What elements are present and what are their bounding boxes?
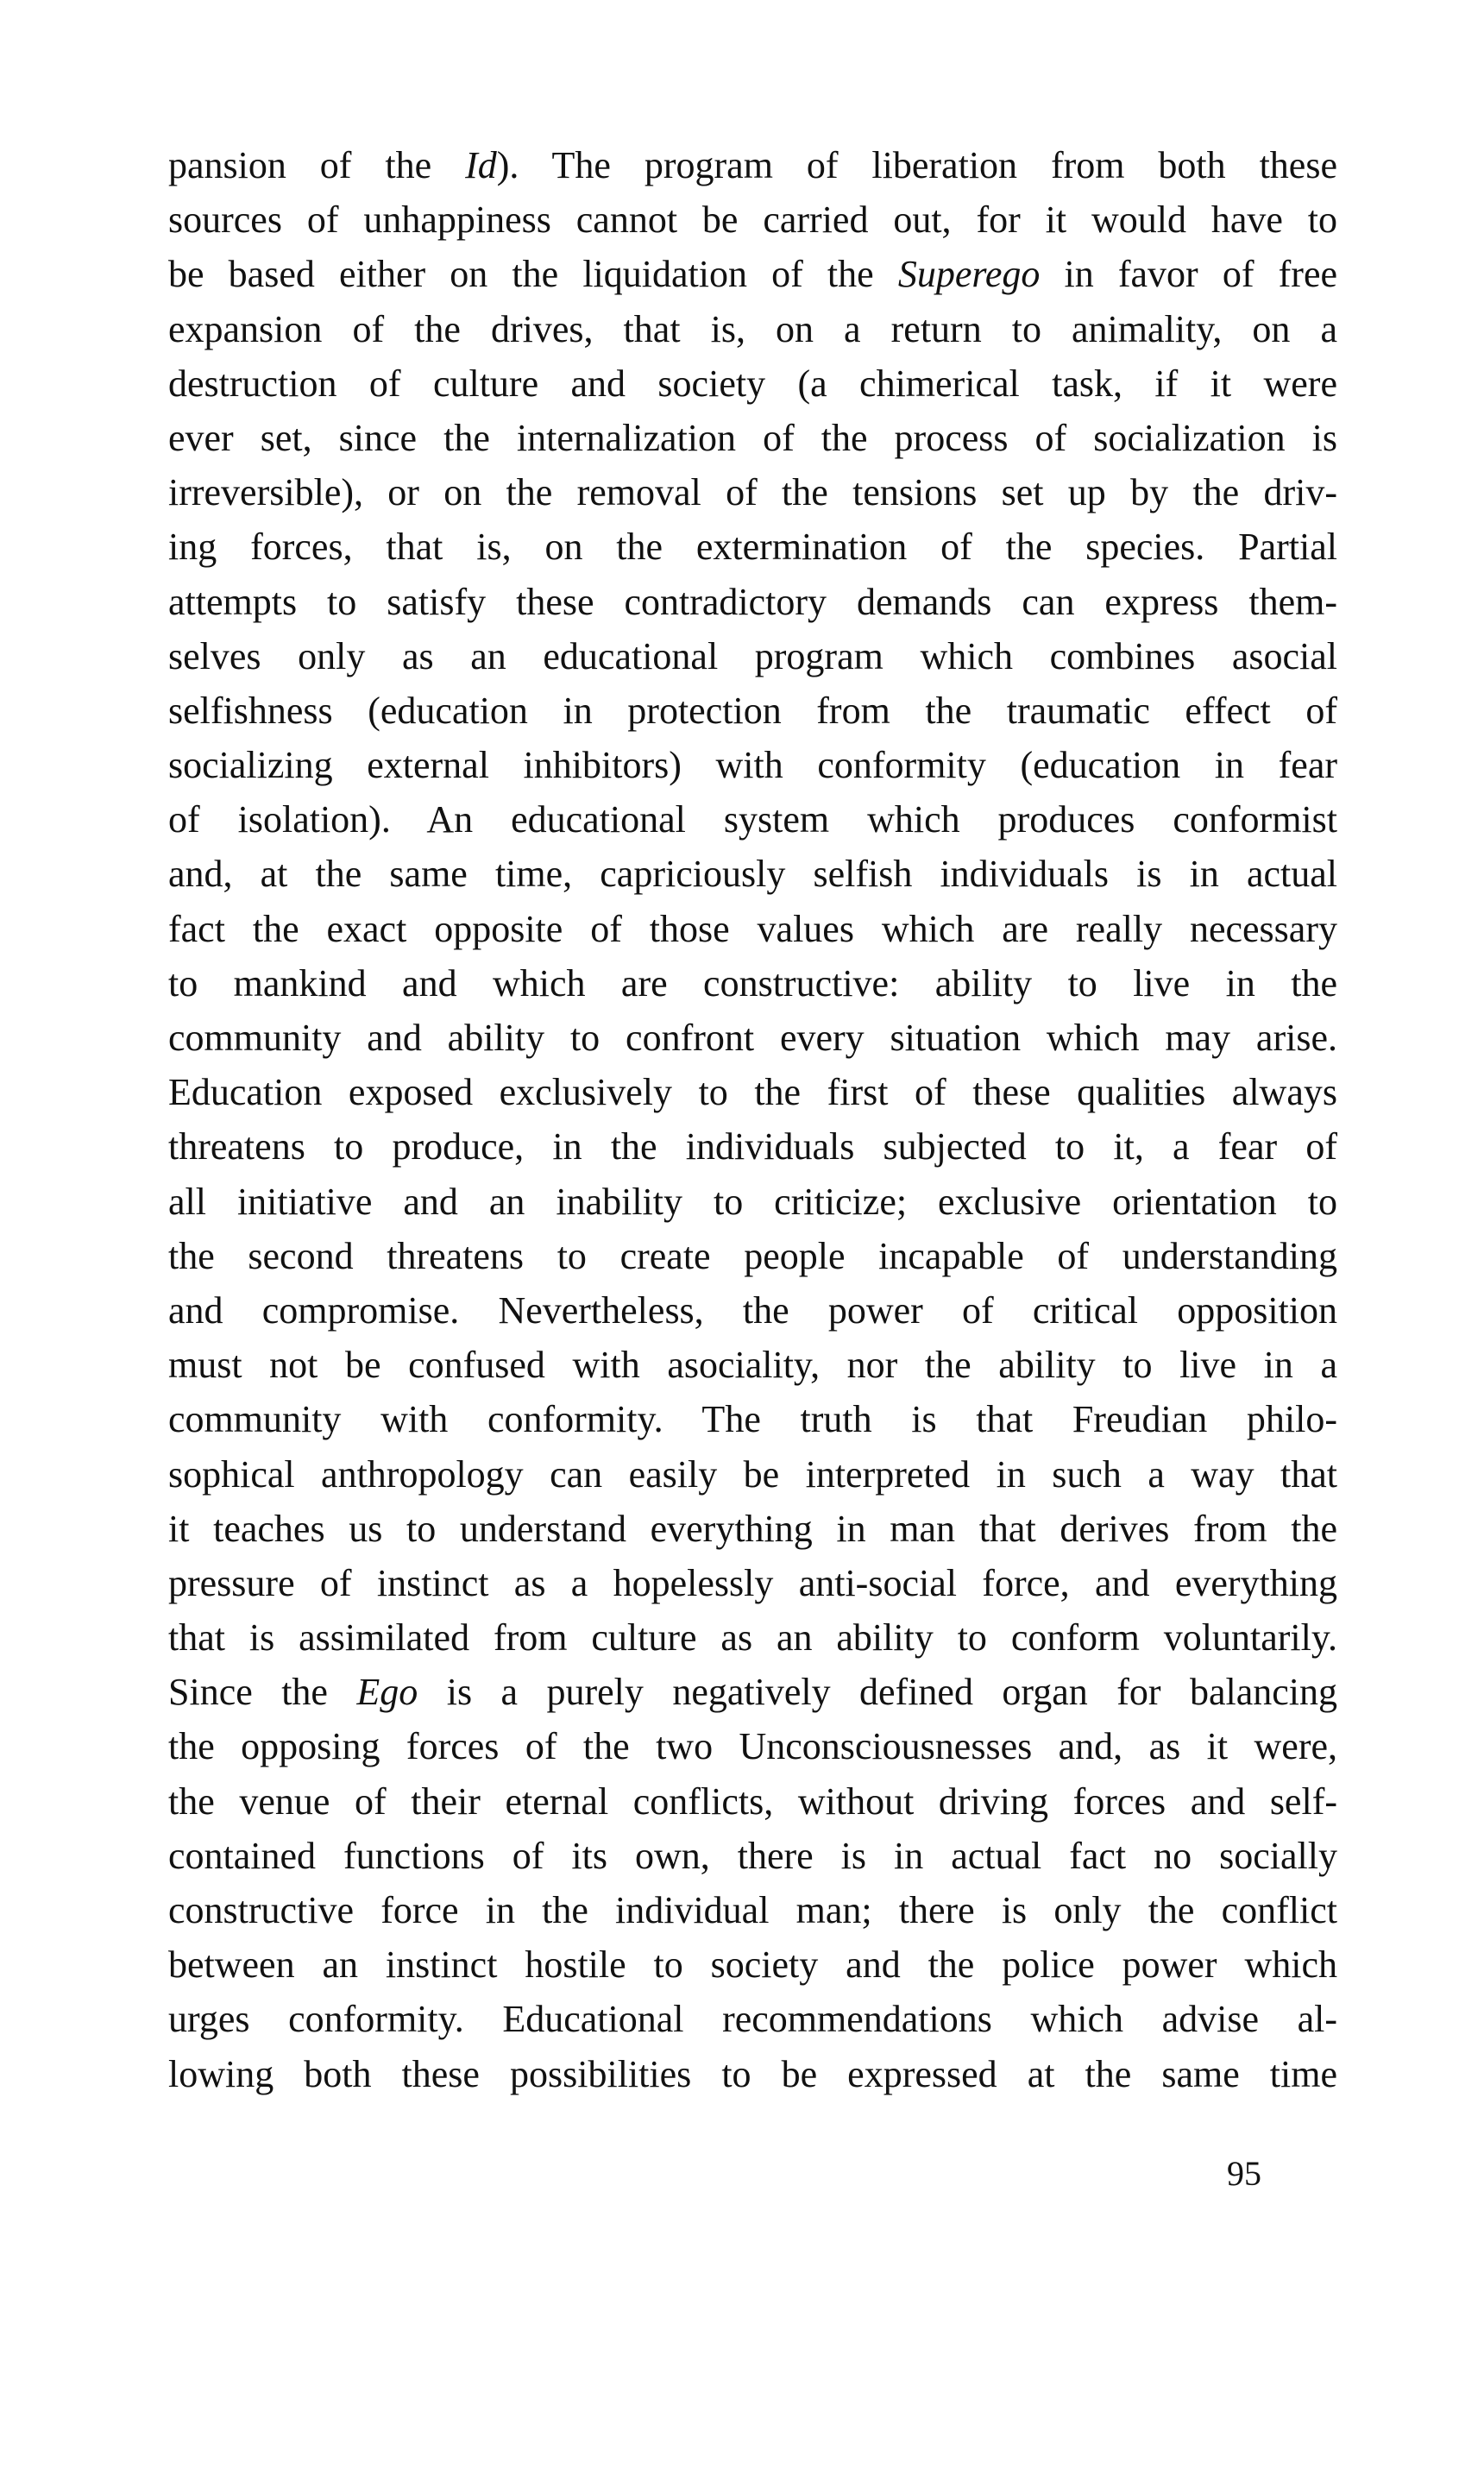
text-line: socializing external inhibitors) with conformity (education in fear [168, 744, 1337, 787]
text-line: and, at the same time, capriciously selfish individuals is in actual [168, 853, 1337, 896]
text-line: threatens to produce, in the individuals subjected to it, a fear of [168, 1125, 1337, 1168]
text-line: Since the Ego is a purely negatively defined organ for balancing [168, 1671, 1337, 1714]
text-line: it teaches us to understand everything in man that derives from the [168, 1507, 1337, 1550]
text-line: irreversible), or on the removal of the tensions set up by the driv- [168, 471, 1337, 514]
text-line: fact the exact opposite of those values which are really necessary [168, 907, 1337, 950]
text-line: all initiative and an inability to criticize; exclusive orientation to [168, 1180, 1337, 1223]
text-line: and compromise. Nevertheless, the power of critical opposition [168, 1288, 1337, 1332]
text-line: expansion of the drives, that is, on a return to animality, on a [168, 307, 1337, 350]
text-line: selfishness (education in protection from the traumatic effect of [168, 689, 1337, 732]
text-line: of isolation). An educational system which produces conformist [168, 798, 1337, 841]
text-line: the opposing forces of the two Unconsciousnesses and, as it were, [168, 1725, 1337, 1768]
page-number: 95 [1227, 2154, 1261, 2193]
text-line: to mankind and which are constructive: ability to live in the [168, 961, 1337, 1005]
text-line: selves only as an educational program which combines asocial [168, 634, 1337, 677]
text-line: community and ability to confront every situation which may arise. [168, 1017, 1337, 1059]
text-line: ing forces, that is, on the extermination of the species. Partial [168, 526, 1337, 569]
text-line: the second threatens to create people incapable of understanding [168, 1234, 1337, 1277]
text-line: pansion of the Id). The program of liberation from both these [168, 144, 1337, 186]
text-line: sophical anthropology can easily be interpreted in such a way that [168, 1452, 1337, 1496]
text-line: the venue of their eternal conflicts, without driving forces and self- [168, 1779, 1337, 1823]
text-line: urges conformity. Educational recommendations which advise al- [168, 1998, 1337, 2041]
text-line: contained functions of its own, there is in actual fact no socially [168, 1834, 1337, 1877]
text-line: between an instinct hostile to society and the police power which [168, 1943, 1337, 1987]
text-line: constructive force in the individual man; there is only the conflict [168, 1889, 1337, 1931]
text-line: destruction of culture and society (a chimerical task, if it were [168, 362, 1337, 405]
text-line: lowing both these possibilities to be expressed at the same time [168, 2052, 1337, 2095]
text-line: sources of unhappiness cannot be carried out, for it would have to [168, 198, 1337, 242]
text-line: ever set, since the internalization of the process of socialization is [168, 416, 1337, 459]
body-text [168, 138, 1337, 2101]
text-line: Education exposed exclusively to the first of these qualities always [168, 1071, 1337, 1114]
text-line: community with conformity. The truth is that Freudian philo- [168, 1398, 1337, 1441]
text-line: must not be confused with asociality, nor the ability to live in a [168, 1344, 1337, 1387]
text-line: that is assimilated from culture as an ability to conform voluntarily. [168, 1616, 1337, 1660]
text-line: pressure of instinct as a hopelessly anti-social force, and everything [168, 1561, 1337, 1604]
text-line: be based either on the liquidation of the Superego in favor of free [168, 253, 1337, 296]
text-line: attempts to satisfy these contradictory demands can express them- [168, 580, 1337, 623]
